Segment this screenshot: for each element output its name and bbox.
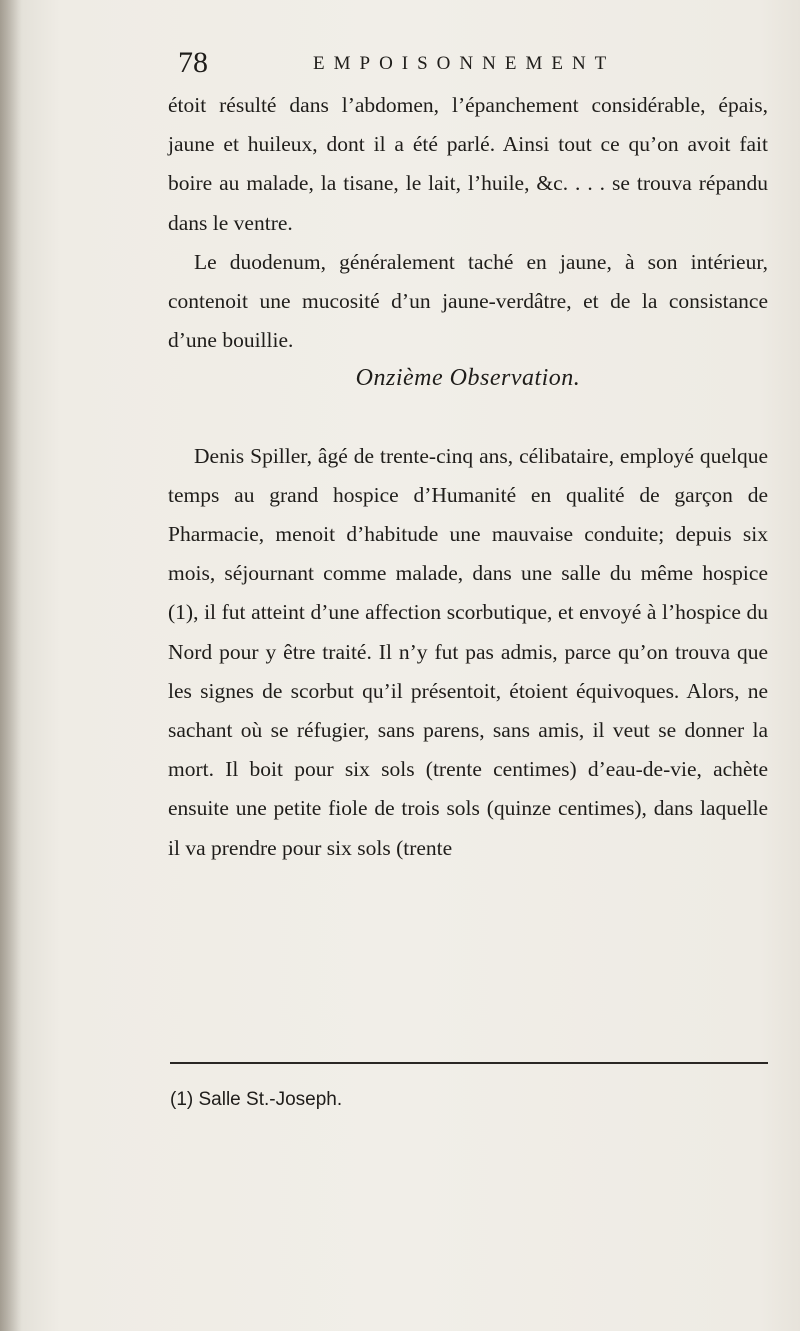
- paragraph: Denis Spiller, âgé de trente-cinq ans, célibataire, employé quelque temps au grand hospice d’Humanité en qualité de garçon de Pharmacie, menoit d’habitude une mauvaise conduite; depuis six mois, séjournant comme malade, dans une salle du même hospice (1), il fut atteint d’une affection scorbutique, et envoyé à l’hospice du Nord pour y être traité. Il n’y fut pas admis, parce qu’on trouva que les signes de scorbut qu’il présentoit, étoient équivoques. Alors, ne sachant où se réfugier, sans parens, sans amis, il veut se donner la mort. Il boit pour six sols (trente centimes) d’eau-de-vie, achète ensuite une petite fiole de trois sols (quinze centimes), dans laquelle il va prendre pour six sols (trente: [168, 443, 768, 860]
- paragraph: Le duodenum, généralement taché en jaune, à son intérieur, contenoit une mucosité d’un jaune-verdâtre, et de la consistance d’une bouillie.: [168, 249, 768, 353]
- page-gutter: [0, 0, 22, 1331]
- running-head: EMPOISONNEMENT: [313, 53, 616, 74]
- footnote: (1) Salle St.-Joseph.: [170, 1089, 343, 1110]
- paragraph: étoit résulté dans l’abdomen, l’épanchement considérable, épais, jaune et huileux, dont il a été parlé. Ainsi tout ce qu’on avoit fait boire au malade, la tisane, le lait, l’huile, &c. . . . se trouva répandu dans le ventre.: [168, 93, 768, 235]
- footnote-rule: [170, 1062, 768, 1064]
- page-number: 78: [178, 46, 208, 79]
- body-text-top: [168, 86, 768, 360]
- body-text-main: [168, 415, 768, 889]
- section-title: Onzième Observation.: [355, 365, 581, 391]
- page-header: [178, 46, 778, 86]
